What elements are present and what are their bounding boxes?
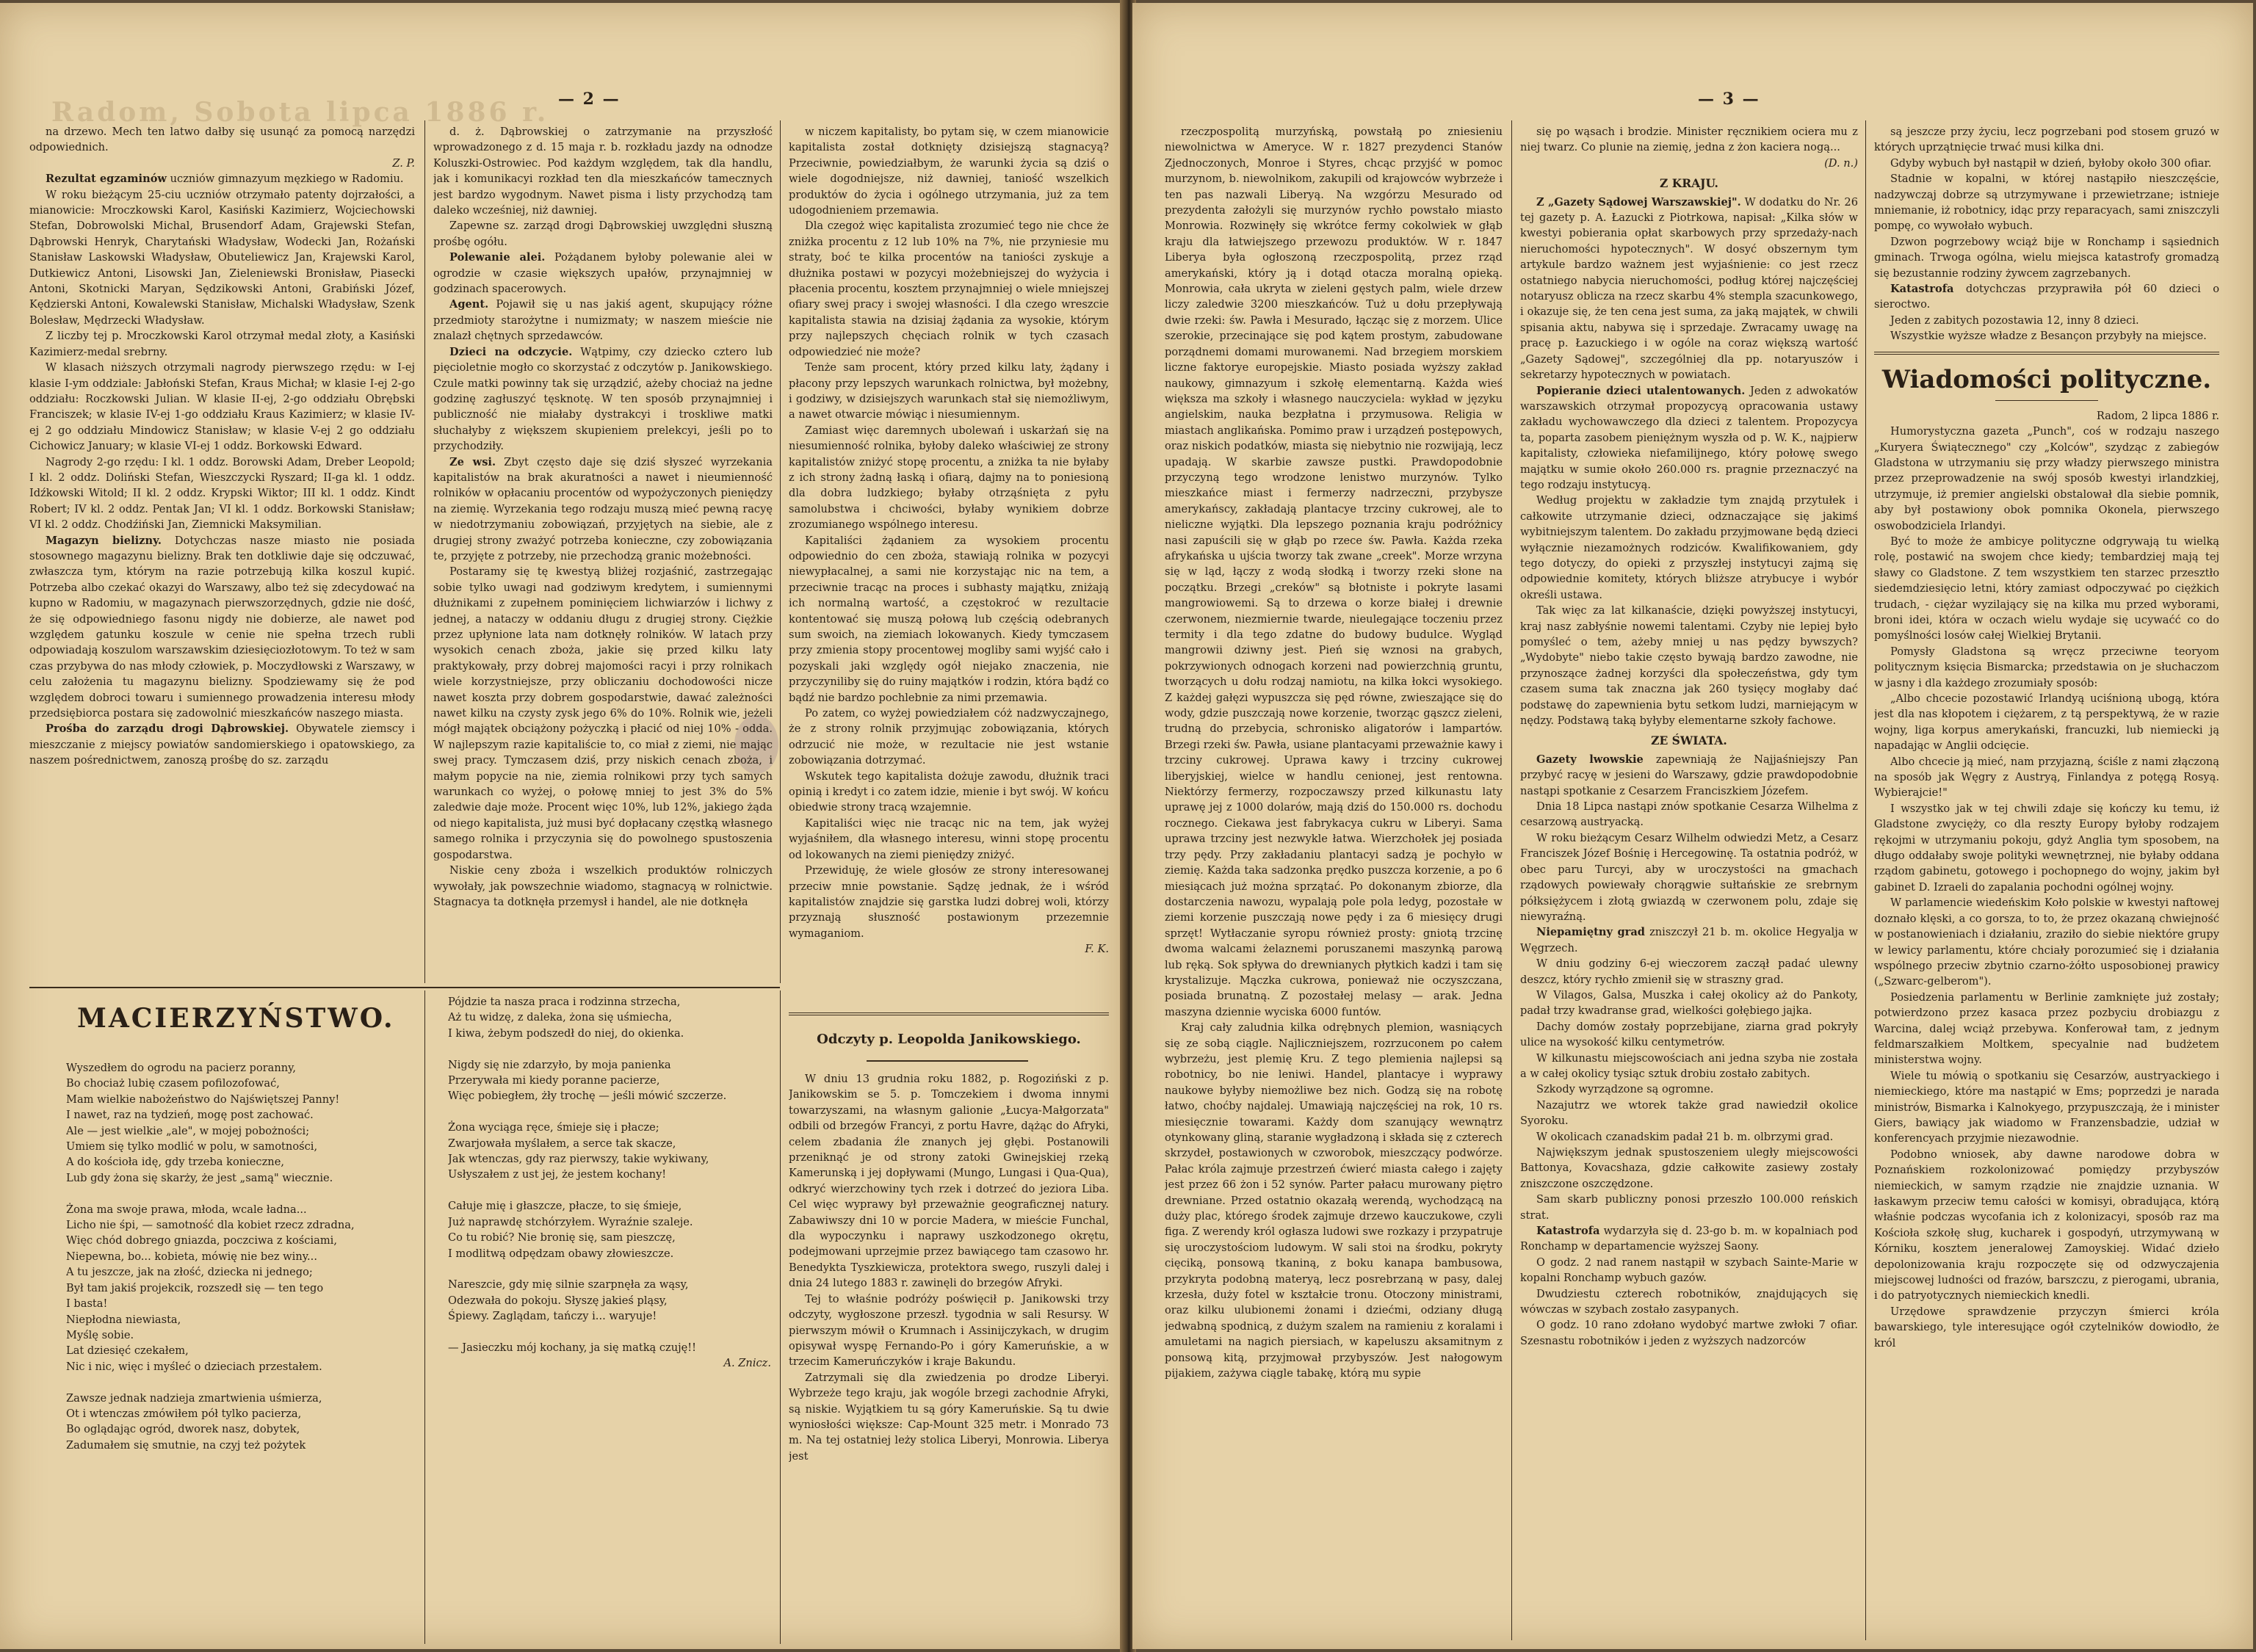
paragraph: Dzwon pogrzebowy wciąż bije w Ronchamp i sąsiednich gminach. Trwoga ogólna, wielu miejsca katastrofy gromadzą się bezustannie rodziny żywcem zagrzebanych.: [1874, 235, 2219, 280]
poem-line: I basta!: [66, 1297, 108, 1311]
poem-line: Pójdzie ta nasza praca i rodzinna strzecha,: [448, 996, 681, 1008]
poem-line: [448, 1261, 771, 1277]
column-divider: [424, 120, 425, 983]
paragraph: (D. n.): [1824, 156, 1858, 170]
page-number: — 2 —: [558, 90, 621, 109]
paragraph: Gazety lwowskie zapewniają że Najjaśniejszy Pan przybyć racyę w jesieni do Warszawy, gdzie prawdopodobnie nastąpi spotkanie z Cesarzem Franciszkiem Józefem.: [1520, 753, 1858, 797]
paragraph: Pomysły Gladstona są wręcz przeciwne teoryom politycznym księcia Bismarcka; przedstawia on je słuchaczom w jasny i dla każdego zrozumiały sposób:: [1874, 645, 2219, 689]
paragraph: W roku bieżącym 25-ciu uczniów otrzymało patenty dojrzałości, a mianowicie: Mroczkowski Karol, Kasiński Kazimierz, Wojciechowski Stefan, Dobrowolski Michal, Brusendorf Adam, Grajewski Stefan, Dąbrowski Henryk, Charytański Władysław, Wodecki Jan, Rożański Stanisław Laskowski Władysław, Obuteliewicz Jan, Krajewski Karol, Dutkiewicz Antoni, Lisowski Jan, Zieleniewski Bronisław, Piasecki Antoni, Skotnicki Maryan, Sędzikowski Antoni, Grabiński Józef, Kędzierski Antoni, Kowalewski Stanisław, Michalski Władysław, Szenk Bolesław, Mędrzecki Władysław.: [29, 188, 415, 327]
poem-line: Żona ma swoje prawa, młoda, wcale ładna...: [66, 1203, 307, 1216]
poem-line: Już naprawdę stchórzyłem. Wyraźnie szaleje.: [448, 1215, 693, 1228]
poem-line: Usłyszałem z ust jej, że jestem kochany!: [448, 1168, 667, 1181]
poem-line: Lat dziesięć czekałem,: [66, 1344, 189, 1358]
poem-line: Nigdy się nie zdarzyło, by moja panienka: [448, 1058, 671, 1071]
poem-line: Więc chód dobrego gniazda, poczciwa z kościami,: [66, 1234, 337, 1247]
poem-line: Więc pobiegłem, żły trochę — jeśli mówić szczerze.: [448, 1090, 727, 1103]
poem-title: MACIERZYŃSTWO.: [77, 1003, 395, 1034]
poem-line: Niepłodna niewiasta,: [66, 1313, 181, 1326]
paragraph: Sam skarb publiczny ponosi przeszło 100.000 reńskich strat.: [1520, 1193, 1858, 1222]
paragraph: Katastrofa wydarzyła się d. 23-go b. m. w kopalniach pod Ronchamp w departamencie wyższej Saony.: [1520, 1225, 1858, 1253]
paragraph: Według projektu w zakładzie tym znajdą przytułek i całkowite utrzymanie dzieci, odznaczające się jakimś wybitniejszym talentem. Do zakładu przyjmowane będą dzieci wyłącznie niezamożnych rodziców. Kwalifikowaniem, gdy tego dotyczy, do opieki z przyszłej instytucyi zajmą się odpowiednie komitety, których bliższe atrybucye i wybór określi ustawa.: [1520, 494, 1858, 601]
column-divider: [780, 990, 781, 1644]
poem-line: Przerywała mi kiedy poranne pacierze,: [448, 1074, 660, 1087]
paragraph: Prośba do zarządu drogi Dąbrowskiej. Obywatele ziemscy i mieszczanie z miejscy powiatów sandomierskiego i opatowskiego, za naszem pośrednictwem, zanoszą prośbę do sz. zarządu: [29, 722, 415, 767]
article-column: [1874, 124, 2219, 1637]
paragraph: Urzędowe sprawdzenie przyczyn śmierci króla bawarskiego, tyle interesujące ogół czytelników dowiodło, że król: [1874, 1305, 2219, 1350]
paragraph: Z KRAJU.: [1660, 176, 1718, 191]
paragraph: Niepamiętny grad zniszczył 21 b. m. okolice Hegyalja w Węgrzech.: [1520, 926, 1858, 954]
poem-line: I kiwa, żebym podszedł do niej, do okienka.: [448, 1026, 684, 1040]
poem-line: Umiem się tylko modlić w polu, w samotności,: [66, 1140, 318, 1153]
poem-line: Mam wielkie nabożeństwo do Najświętszej Panny!: [66, 1093, 340, 1106]
paragraph: są jeszcze przy życiu, lecz pogrzebani pod stosem gruzó w których uprzątnięcie trwać musi kilka dni.: [1874, 126, 2219, 154]
paragraph: W okolicach czanadskim padał 21 b. m. olbrzymi grad.: [1536, 1130, 1834, 1143]
article-column: [789, 124, 1109, 1005]
article-column: [29, 124, 415, 983]
poem-line: Co tu robić? Nie bronię się, sam pieszczę,: [448, 1231, 676, 1245]
section-rule: [1874, 352, 2219, 355]
poem-line: Bo chociaż lubię czasem pofilozofować,: [66, 1077, 280, 1090]
poem-line: Był tam jakiś projekcik, rozszedł się — ten tego: [66, 1281, 324, 1294]
paragraph: Przewiduję, że wiele głosów ze strony interesowanej przeciw mnie powstanie. Sądzę jednak, że i wśród kapitalistów znajdzie się garstka ludzi dobrej woli, którzy przyznają słuszność postawionym przezemnie wymaganiom.: [789, 864, 1109, 940]
paragraph: Tenże sam procent, który przed kilku laty, żądany i płacony przy lepszych warunkach rolnictwa, był możebny, i godziwy, w dzisiejszych warunkach stał się niemożliwym, a nawet otwarcie mówiąc i niesumiennym.: [789, 361, 1109, 421]
paragraph: rzeczpospolitą murzyńską, powstałą po zniesieniu niewolnictwa w Ameryce. W r. 1827 prezydenci Stanów Zjednoczonych, Monroe i Styres, chcąc przyjść w pomoc murzynom, b. niewolnikom, zakupili od krajowców wybrzeże i ten pas nazwali Liberyą. Na wzgórzu Mesurado od prezydenta założyli się murzynów rychło powstało miasto Monrowia. Rozwinęły się wkrótce fermy cokolwiek w głąb kraju dla łatwiejszego przewozu produktów. W r. 1847 Liberya była ogłoszoną rzeczpospolitą, przez rząd amerykański, który ją i dotąd otacza moralną opieką. Monrowia, cała ukryta w zieleni gęstych palm, wiele drzew liczy zaledwie 3200 mieszkańców. Tuż u dołu przepływają dwie rzeki: św. Pawła i Mesurado, łącząc się z morzem. Ulice szerokie, przecinające się pod kątem prostym, zabudowane porządnemi domami murowanemi. Nad brzegiem morskiem liczne faktorye europejskie. Miasto posiada wyższy zakład naukowy, gimnazyum i szkołę elementarną. Każda wieś większa ma szkoły i własnego nauczyciela: wykład w języku angielskim, nauka bezpłatna i przymusowa. Religia w miastach anglikańska. Pomimo praw i urządzeń postępowych, oraz niskich podatków, miasta się niebytnio nie rozwijają, lecz upadają. W skarbie zawsze pustki. Prawdopodobnie przyczyną tego wrodzone lenistwo murzynów. Tylko mieszkańce miast i fermerzy nadrzeczni, przybysze amerykańscy, zakładają plantacye trzciny cukrowej, ale to nieliczne wyjątki. Dla lepszego poznania kraju podróżnicy nasi zapuścili się w głąb po rzece św. Pawła. Każda rzeka afrykańska u ujścia tworzy tak zwane „creek". Morze wrzyna się w ląd, łączy z wodą słodką i tworzy rzeki słone na początku. Brzegi „creków" są błotniste i pokryte lasami mangrowiowemi. Są to drzewa o korze białej i drewnie czerwonem, niezmiernie twarde, nieulegające toczeniu przez termity i dla tego zdatne do budowy budulce. Wygląd mangrowii dziwny jest. Pień się wznosi na grabych, pokrzywionych odnogach korzeni nad powierzchnią gruntu, tworzących u dołu rodzaj namiotu, na kilka łokci wysokiego. Z każdej gałęzi wypuszcza się pęd równe, zwieszające się do wody, gdzie puszczają nowe korzenie, tworząc gąszcz zieleni, trudną do przebycia, schronisko aligatorów i lampartów. Brzegi rzeki św. Pawła, usiane plantacyami przeważnie kawy i trzciny cukrowej. Uprawa kawy i trzciny cukrowej liberyjskiej, wielce w handlu cenionej, jest rentowna. Niektórzy fermerzy, rozpoczawszy przed kilkunastu laty uprawę jej z 1000 dolarów, mają dziś do 150.000 rs. dochodu rocznego. Ciekawa jest fabrykacya cukru w Liberyi. Sama uprawa trzciny jest nezwykle łatwa. Wierzchołek jej posiada trzy pędy. Przy zakładaniu plantacyi sadzą je pochyło w ziemię. Każda taka sadzonka prędko puszcza korzenie, a po 6 miesiącach już można sprzątać. Po dokonanym zbiorze, dla dostarczenia nawozu, wypalają pole pola ledyg, pozostałe w ziemi korzenie puszczają nowe pędy i za 6 miesięcy drugi sprzęt! Wytłaczanie syropu również prosty: gniotą trzcinę dwoma walcami żelaznemi poruszanemi maszynką parową lub ręką. Sok spływa do drewnianych płytkich kadzi i tam się krystalizuje. Mączka cukrowa, ponieważ nie oczyszczana, posiada brunatną. Z pozostałej melasy — arak. Jedna maszyna dziennie wyciska 6000 funtów.: [1165, 126, 1503, 1018]
paragraph: ZE ŚWIATA.: [1651, 733, 1727, 748]
right-page: [1132, 3, 2253, 1649]
paragraph: Tak więc za lat kilkanaście, dzięki powyższej instytucyi, kraj nasz zabłyśnie nowemi talentami. Czyby nie lepiej było pomyśleć o tem, ażeby mniej u nas pędzy bywszych? „Wydobyte" niebo takie często bywają bardzo zawodne, nie przynoszące żadnej korzyści dla społeczeństwa, gdy tym czasem suma tak znaczna jak 260 tysięcy mogłaby dać podstawę do zapewnienia bytu setkom ludzi, marniejącym w nędzy. Podstawą taką byłyby elementarne szkoły fachowe.: [1520, 604, 1858, 728]
section-rule: [789, 1012, 1109, 1015]
paragraph: Kapitaliści więc nie tracąc nic na tem, jak wyżej wyjaśniłem, dla własnego interesu, winni stopę procentu od lokowanych na ziemi pieniędzy zniżyć.: [789, 816, 1109, 861]
column-divider: [1511, 120, 1512, 1640]
bleed-through-text: Radom, Sobota lipca 1886 r.: [51, 97, 549, 128]
article-column: [433, 124, 773, 983]
paragraph: Jeden z zabitych pozostawia 12, inny 8 dzieci.: [1890, 314, 2139, 327]
paragraph: Dla czegoż więc kapitalista zrozumieć tego nie chce że zniżka procentu z 12 lub 10% na 7%, nie przyniesie mu straty, boć te kilka procentów na taniości zyskuje a dłużnika postawi w pozycyi możebniejszej do wyżycia i płacenia procentu, kosztem przynajmniej o wiele mniejszej ofiary swej pracy i swojej własności. I dla czego wreszcie kapitalista stawia na dzisiaj żądania za wysokie, którym przy najlepszych chęciach rolnik w tych czasach odpowiedzieć nie może?: [789, 220, 1109, 358]
poem-column: [66, 1060, 411, 1640]
poem-line: [448, 1183, 771, 1198]
poem-line: Ale — jest wielkie „ale", w mojej pobożności;: [66, 1124, 310, 1137]
paragraph: W klasach niższych otrzymali nagrody pierwszego rzędu: w I-ej klasie I-ym oddziale: Jabłoński Stefan, Kraus Michał; w klasie I-ej 2-go oddziału: Roczkowski Julian. W klasie II-ej, 2-go oddziału Obrębski Franciszek; w klasie IV-ej 1-go oddziału Kraus Kazimierz; w klasie IV-ej 2 go oddziału Mindowicz Stanisław; w klasie V-ej 2 go oddziału Cichowicz January; w klasie VI-ej 1 oddz. Borkowski Edward.: [29, 361, 415, 453]
paragraph: Wszystkie wyższe władze z Besançon przybyły na miejsce.: [1890, 330, 2207, 343]
paragraph: W parlamencie wiedeńskim Koło polskie w kwestyi naftowej doznało klęski, a co gorsza, to to, że przez okazaną chwiejność w postanowieniach i działaniu, zraziło do siebie niektóre grupy w lewicy parlamentu, które chciały porozumieć się i działania wspólnego przeciw zbytnio czarno-żółto usposobionej prawicy („Szwarc-gelberom").: [1874, 896, 2219, 988]
paragraph: Niskie ceny zboża i wszelkich produktów rolniczych wywołały, jak powszechnie wiadomo, stagnacyą w rolnictwie. Stagnacya ta dotknęła przemysł i handel, ale nie dotknęła: [433, 864, 773, 908]
poem-line: I nawet, raz na tydzień, mogę post zachować.: [66, 1109, 314, 1122]
paragraph: Stadnie w kopalni, w której nastąpiło nieszczęście, nadzywczaj dobrze są utrzymywane i przewietrzane; istnieje mniemanie, iż robotnicy, idąc przy reparacyach, sami zniszczyli pompę, co wywołało wybuch.: [1874, 173, 2219, 233]
poem-line: [66, 1374, 411, 1390]
paragraph: d. ż. Dąbrowskiej o zatrzymanie na przyszłość wprowadzonego z d. 15 maja r. b. rozkładu jazdy na odnodze Koluszki-Ostrowiec. Pod każdym względem, tak dla handlu, jak i komunikacyi rozkład ten dla mieszkańców tamecznych jest bardzo wygodnym. Nawet pisma i listy przychodzą tam daleko wcześniej, niż dawniej.: [433, 126, 773, 217]
paragraph: W dniu godziny 6-ej wieczorem zaczął padać ulewny deszcz, który rychło zmienił się w straszny grad.: [1520, 957, 1858, 986]
paragraph: na drzewo. Mech ten latwo dałby się usunąć za pomocą narzędzi odpowiednich.: [29, 126, 415, 154]
left-page: [0, 3, 1124, 1649]
paragraph: Agent. Pojawił się u nas jakiś agent, skupujący różne przedmioty starożytne i numizmaty; w naszem mieście nie znalazł chętnych sprzedawców.: [433, 298, 773, 343]
poem-line: Zawsze jednak nadzieja zmartwienia uśmierza,: [66, 1391, 322, 1405]
paragraph: W kilkunastu miejscowościach ani jedna szyba nie została a w całej okolicy tysiąc sztuk drobiu zostało zabitych.: [1520, 1051, 1858, 1080]
paragraph: Zatrzymali się dla zwiedzenia po drodze Liberyi. Wybrzeże tego kraju, jak wogóle brzegi zachodnie Afryki, są niskie. Wyjątkiem tu są góry Kameruńskie. Są tu dwie wyniosłości większe: Cap-Mount 325 metr. i Monrado 73 m. Na tej ostatniej leży stolica Liberyi, Monrowia. Liberya jest: [789, 1371, 1109, 1463]
paragraph: w niczem kapitalisty, bo pytam się, w czem mianowicie kapitalista został dotknięty dzisiejszą stagnacyą? Przeciwnie, powiedziałbym, że warunki życia są dziś o wiele dogodniejsze, niż dawniej, taniość wszelkich produktów do życia i ogólnego utrzymania, już za tem udogodnieniem przemawia.: [789, 126, 1109, 217]
paragraph: Wiele tu mówią o spotkaniu się Cesarzów, austryackiego i niemieckiego, które ma nastąpić w Ems; poprzedzi je narada ministrów, Bismarka i Kalnokyego, przypuszczają, że i minister Giers, bawiący jak wiadomo w Franzensbadzie, udział w konferencyach przyjmie niezawodnie.: [1874, 1069, 2219, 1145]
poem-line: Nic i nic, więc i myśleć o dzieciach przestałem.: [66, 1360, 322, 1373]
paragraph: Nagrody 2-go rzędu: I kl. 1 oddz. Borowski Adam, Dreber Leopold; I kl. 2 oddz. Doliński Stefan, Wieszczycki Ryszard; II-ga kl. 1 oddz. Idźkowski Witold; II kl. 2 oddz. Krypski Wiktor; III kl. 1 oddz. Kindt Robert; IV kl. 2 oddz. Pentak Jan; VI kl. 1 oddz. Borkowski Stanisław; VI kl. 2 oddz. Chodźiński Jan, Ziemnicki Maksymilian.: [29, 455, 415, 532]
paragraph: Być to może że ambicye polityczne odgrywają tu wielką rolę, postawić na swojem chce kiedy; tembardziej mają tej sławy co Gladstone. Z tem wszystkiem ten starzec przesztło siedemdziesięcio letni, który zamiast odpoczywać po ciężkich trudach, - ciężar wyzilający się na kilka mu przed wyborami, broni idei, która w oczach wielu wydaje się ucywaćć co do pomyślności losów całej Wielkiej Brytanii.: [1874, 535, 2219, 642]
paragraph: Z „Gazety Sądowej Warszawskiej". W dodatku do Nr. 26 tej gazety p. A. Łazucki z Piotrkowa, napisał: „Kilka słów w kwestyi pobierania opłat skarbowych przy sprzedaży-nach nieruchomości hypotecznych". W dosyć obszernym tym artykule bardzo ważnem jest wyjaśnienie: co jest rzecz ostatniego nabycia nieruchomości, podług której najczęściej notaryusz oblicza na rzecz skarbu 4% stempla szacunkowego, i okazuje się, że ten cena jest suma, za jaką majątek, w chwili spisania aktu, nabywa się i sprzedaje. Zwracamy uwagę na pracę p. Łazuckiego i w ogóle na coraz większą wartość „Gazety Sądowej", szczególniej dla pp. notaryuszów i sekretarzy hypotecznych w powiatach.: [1520, 195, 1858, 382]
column-divider: [424, 990, 425, 1644]
poem-line: Wyszedłem do ogrodu na pacierz poranny,: [66, 1062, 297, 1074]
paragraph: Wskutek tego kapitalista dożuje zawodu, dłużnik traci opinią i kredyt i co zatem idzie, mienie i byt swój. W końcu obiedwie strony tracą wzajemnie.: [789, 769, 1109, 814]
paragraph: I wszystko jak w tej chwili zdaje się kończy ku temu, iż Gladstone zwycięży, co dla reszty Europy byłoby rodzajem rękojmi w utrzymaniu pokoju, gdyż Anglia tym sposobem, na długo oddałaby swoje polityki wewnętrznej, nie byłaby oddana rządom gabinetu, gotowego i pochopnego do wojny, jakim był gabinet D. Izraeli do zapalania pochodni ogólnej wojny.: [1874, 802, 2219, 894]
poem-line: Zwarjowała myślałem, a serce tak skacze,: [448, 1137, 676, 1150]
poem-line: Jak wtenczas, gdy raz pierwszy, takie wykiwany,: [448, 1153, 709, 1166]
article-column: [1165, 124, 1503, 1637]
paragraph: Dwudziestu czterech robotników, znajdujących się wówczas w szybach zostało zasypanych.: [1520, 1287, 1858, 1316]
paragraph: Posiedzenia parlamentu w Berlinie zamknięte już zostały; potwierdzono przez kasaca przez pozbyciu drobiazgu z Warcina, dalej wciąż przebywa. Konferował tam, z jednym feldmarszałkiem Moltkem, specyalnie nad budżetem ministerstwa wojny.: [1874, 990, 2219, 1067]
poem-line: [66, 1186, 411, 1201]
paragraph: Gdyby wybuch był nastąpił w dzień, byłoby około 300 ofiar.: [1890, 156, 2212, 170]
title-underline: [1995, 400, 2098, 401]
paragraph: Z liczby tej p. Mroczkowski Karol otrzymał medal złoty, a Kasiński Kazimierz-medal srebrny.: [29, 330, 415, 358]
paragraph: Podobno wniosek, aby dawne narodowe dobra w Poznańskiem rozkolonizować pomiędzy przybyszów niemieckich, w samym rządzie nie znajdzie uznania. W łaskawym przeciw temu całości w komisyi, obradująca, którą właśnie podczas wycofania ich z kolonizacyi, sposób raz ma Kościoła szkołę sług, kucharek i gospodyń, utrzymywaną w Kórniku, kosztem jeneralowej Zamoyskiej. Widać dzieło depolonizowania kraju rozpoczęte się od odzwyczajenia miejscowej ludności od frazów, barszczu, z pierogami, ubrania, i do patryotycznych niemieckich knedli.: [1874, 1148, 2219, 1303]
paragraph: Dnia 18 Lipca nastąpi znów spotkanie Cesarza Wilhelma z cesarzową austryacką.: [1520, 800, 1858, 829]
poem-line: [448, 1325, 771, 1340]
paragraph: Zapewne sz. zarząd drogi Dąbrowskiej uwzględni słuszną prośbę ogółu.: [433, 220, 773, 248]
paragraph: Rezultat egzaminów uczniów gimnazyum męzkiego w Radomiu.: [46, 173, 404, 186]
paragraph: Tej to właśnie podróży poświęcił p. Janikowski trzy odczyty, wygłoszone przeszł. tygodnia w sali Resursy. W pierwszym mówił o Krumnach i Assinijczykach, w drugim opisywał wyspę Fernando-Po i góry Kameruńskie, a w trzecim Kameruńczyków i kraje Bakundu.: [789, 1292, 1109, 1369]
paragraph: Dzieci na odczycie. Wątpimy, czy dziecko cztero lub pięcioletnie mogło co skorzystać z odczytów p. Janikowskiego. Czule matki powinny tak się urządzić, ażeby chociaż na jedne godzinę zagłuszyć tęsknotę. W ten sposób przynajmniej i publiczność nie miałaby dystrakcyi i troskliwe matki słuchałyby z większem skupieniem prelekcyi, jeśli po to przychodziły.: [433, 345, 773, 453]
poem-line: Niepewna, bo... kobieta, mówię nie bez winy...: [66, 1250, 317, 1263]
paragraph: F. K.: [1085, 943, 1109, 956]
paragraph: O godz. 10 rano zdołano wydobyć martwe zwłoki 7 ofiar. Szesnastu robotników i jeden z wyższych nadzorców: [1520, 1319, 1858, 1347]
paragraph: Zamiast więc daremnych ubolewań i uskarżań się na niesumienność rolnika, byłoby daleko właściwiej ze strony kapitalistów zniżyć stopę procentu, a zniżka ta nie byłaby z ich strony żadną łaską i ofiarą, dajmy na to poniesioną dla dobra ludzkiego; byłaby otrząśnięta z pyłu samolubstwa i chciwości, byłaby wynikiem dobrze zrozumianego wspólnego interesu.: [789, 424, 1109, 532]
paragraph: Największym jednak spustoszeniem uległy miejscowości Battonya, Kovacshaza, gdzie całkowite zasiewy zostały zniszczone oszczędzone.: [1520, 1146, 1858, 1190]
paragraph: Katastrofa dotychczas przyprawiła pół 60 dzieci o sieroctwo.: [1874, 283, 2219, 311]
page-number: — 3 —: [1698, 90, 1760, 109]
paragraph: Z. P.: [392, 156, 415, 170]
column-divider: [780, 120, 781, 983]
poem-line: Lub gdy żona się skarży, że jest „samą" wiecznie.: [66, 1171, 333, 1184]
paragraph: „Albo chcecie pozostawić Irlandyą uciśnioną ubogą, która jest dla nas kłopotem i ciężarem, z tą perspektywą, że w razie wojny, liga korpus amerykański, francuzki, lub niemiecki ją napadając w Anglii odcięcie.: [1874, 692, 2219, 753]
poem-line: Nareszcie, gdy mię silnie szarpnęła za wąsy,: [448, 1278, 689, 1291]
lecture-column: [789, 1071, 1109, 1644]
poem-line: Całuje mię i głaszcze, płacze, to się śmieje,: [448, 1200, 682, 1213]
section-rule: [29, 987, 780, 988]
poem-line: — Jasieczku mój kochany, ja się matką czuję!!: [448, 1341, 697, 1354]
paragraph: Popieranie dzieci utalentowanych. Jeden z adwokatów warszawskich otrzymał propozycyą opracowania ustawy zakładu wychowawczego dla dzieci z talentem. Propozycya ta, poparta zasobem pieniężnym wyszła od p. W. K., najpierw kapitalisty, człowieka niefamilijnego, który połowę swego majątku w sumie około 260.000 rs. pragnie przeznaczyć na tego rodzaju instytucyą.: [1520, 384, 1858, 491]
section-title-political-news: Wiadomości polityczne.: [1881, 364, 2212, 394]
poem-line: Aż tu widzę, z daleka, żona się uśmiecha,: [448, 1011, 672, 1024]
poem-line: A do kościoła idę, gdy trzeba konieczne,: [66, 1156, 284, 1169]
paragraph: Postaramy się tę kwestyą bliżej rozjaśnić, zastrzegając sobie tylko uwagi nad godziwym kredytem, i sumiennymi dłużnikami z zupełnem pominięciem lichwiarzów i lichwy z jednej, a nataczy w oddaniu długu z drugiej strony. Ciężkie przez upłynione lata nam dotknęły rolników. W latach przy wysokich cenach zboża, jakie się przed kilku laty praktykowały, przy dobrej majomości racyi i przy rolnikach wiele korzystniejsze, przy obliczaniu dochodowości nicze nawet koszta przy dobrem gospodarstwie, dawać zależności nawet kilku na czysty zysk jego 6% do 10%. Rolnik wie, jeżeli mógł majątek obciążony pożyczką i płacić od niej 10% - odda. W najlepszym razie kapitaliście to, co miał z ziemi, nie mając swej pracy. Tymczasem dziś, przy niskich cenach zboża, i małym popycie na nie, ziemia rolnikowi przy tych samych warunkach co wyżej, o połowę mniej to jest 3% do 5% zaledwie daje może. Procent więc 10%, lub 12%, jakiego żąda od niego kapitalista, już musi być dopłacany częstką własnego samego rolnika i przyczynia się do powolnego spustoszenia gospodarstwa.: [433, 565, 773, 861]
poem-line: Bo oglądając ogród, dworek nasz, dobytek,: [66, 1423, 300, 1436]
paragraph: Polewanie alei. Pożądanem byłoby polewanie alei w ogrodzie w czasie większych upałów, przynajmniej w godzinach spacerowych.: [433, 251, 773, 296]
title-underline: [867, 1060, 1028, 1062]
paragraph: Dachy domów zostały poprzebijane, ziarna grad pokryły ulice na wysokość kilku centymetrów.: [1520, 1020, 1858, 1049]
poem-column: [448, 994, 771, 1611]
poem-line: Żona wyciąga ręce, śmieje się i płacze;: [448, 1121, 659, 1134]
paragraph: Albo chcecie ją mieć, nam przyjazną, ściśle z nami złączoną na sposób jak Węgry z Austryą, Finlandya z potęgą Rosyą. Wybierajcie!": [1874, 755, 2219, 800]
paragraph: Humorystyczna gazeta „Punch", coś w rodzaju naszego „Kuryera Świątecznego" czy „Kolców", szydząc z zabiegów Gladstona w utrzymaniu się przy władzy pierwszego ministra przez przeprowadzenie na swój sposób kwestyi irlandzkiej, utrzymuje, iż premier angielski obstalował dla siebie pomnik, aby był postawiony obok pomnika Okonela, pierwszego oswobodziciela Irlandyi.: [1874, 425, 2219, 532]
paragraph: W Vilagos, Galsa, Muszka i całej okolicy aż do Pankoty, padał trzy kwadranse grad, wielkości gołębiego jajka.: [1520, 988, 1858, 1018]
poem-line: Zadumałem się smutnie, na czyj też pożytek: [66, 1438, 306, 1452]
poem-line: Ot i wtenczas zmówiłem pół tylko pacierza,: [66, 1407, 302, 1420]
poem-line: A tu jeszcze, jak na złość, dziecka ni jednego;: [66, 1266, 313, 1279]
paragraph: się po wąsach i brodzie. Minister ręcznikiem ociera mu z niej twarz. Co plunie na ziemię, jedna z żon kaciera nogą...: [1520, 126, 1858, 154]
lecture-title: Odczyty p. Leopolda Janikowskiego.: [817, 1032, 1081, 1047]
poem-line: Licho nie śpi, — samotność dla kobiet rzecz zdradna,: [66, 1219, 355, 1232]
poem-line: Śpiewy. Zaglądam, tańczy i... waryuje!: [448, 1310, 657, 1323]
poem-line: I modlitwą odpędzam obawy złowieszcze.: [448, 1247, 674, 1260]
paragraph: Kapitaliści żądaniem za wysokiem procentu odpowiednio do cen zboża, stawiają rolnika w pozycyi niewypłacalnej, a sami nie korzystając nic na tem, a przeciwnie tracąc na proces i subhasty majątku, zniżają ich normalną wartość, a częstokroć w rezultacie kontentować się muszą połową lub częścią odebranych sum swoich, na ziemiach lokowanych. Kiedy tymczasem przy zmienia stopy procentowej mogliby sami wyjść cało i pozyskali jaki względy ogół niejako znaczenia, nie przyczyniliby się do ruiny majątków i rodzin, która bądź co bądź nie bardzo pochlebnie za nimi przemawia.: [789, 534, 1109, 704]
paragraph: Po zatem, co wyżej powiedziałem cóż nadzwyczajnego, że z strony rolnik przyjmując zobowiązania, których odrzucić nie może, w rezultacie nie jest wstanie zobowiązania dotrzymać.: [789, 707, 1109, 767]
paragraph: Magazyn bielizny. Dotychczas nasze miasto nie posiada stosownego magazynu bielizny. Brak ten dotkliwie daje się odczuwać, zwłaszcza tym, którym na razie potrzebują kilka koszul kupić. Potrzeba albo czekać okazyi do Warszawy, albo też się zdecydować na kupno w Radomiu, w magazynach pierwszorzędnych, gdzie nie dość, że się odpowiedniego fasonu nigdy nie dobierze, ale nawet pod względem gatunku koszule w cenie nie spełna trzech rubli odpowiadają koszulom warszawskim dziesięciozłotowym. To też w sam czas przybywa do nas młody człowiek, p. Moczydłowski z Warszawy, w celu założenia tu magazynu bielizny. Spodziewamy się że pod względem dobroci towaru i sumiennego prowadzenia interesu młody przedsiębiorca postara się zadowolnić mieszkańców naszego miasta.: [29, 534, 415, 720]
paragraph: W roku bieżącym Cesarz Wilhelm odwiedzi Metz, a Cesarz Franciszek Józef Bośnię i Hercegowinę. Ta ostatnia podróż, w obec paru Turcyi, aby w uroczystości na gmachach rządowych powiewały chorągwie sułtańskie ze srebrnym półksiężycem i złotą gwiazdą w czerwonem polu, zdaje się niewyraźną.: [1520, 831, 1858, 923]
paragraph: Ze wsi. Zbyt często daje się dziś słyszeć wyrzekania kapitalistów na brak akuratności a nawet i nieumienność rolników w opłacaniu procentów od wypożyczonych pieniędzy na ziemię. Wyrzekania tego rodzaju muszą mieć pewną racyę w niedotrzymaniu zobowiązań, przyjętych na siebie, ale z drugiej strony zważyć potrzeba konieczne, czy zobowiązania te, przyjęte z potrzeby, nie przechodzą granic możebności.: [433, 455, 773, 562]
column-divider: [1865, 120, 1866, 1640]
article-column: [1520, 124, 1858, 1637]
paragraph: Radom, 2 lipca 1886 r.: [2096, 409, 2219, 422]
paragraph: O godz. 2 nad ranem nastąpił w szybach Sainte-Marie w kopalni Ronchamp wybuch gazów.: [1520, 1256, 1858, 1285]
paragraph: W dniu 13 grudnia roku 1882, p. Rogoziński z p. Janikowskim se 5. p. Tomczekiem i dwoma innymi towarzyszami, na własnym galionie „Łucya-Małgorzata" odbili od brzegów Francyi, z portu Havre, dążąc do Afryki, celem zbadania źle znanych jej głębi. Postanowili przeniknąć je od strony zatoki Gwinejskiej rzeką Kamerunską i jej dopływami (Mungo, Lungasi i Qua-Qua), odkryć wierzchowiny tych rzek i dotrzeć do jeziora Liba. Cel więc wyprawy był przeważnie geograficznej natury. Zabawiwszy dni 10 w porcie Madera, w mieście Funchal, dla wypoczynku i naprawy uszkodzonego okrętu, podejmowani uprzejmie przez bawiącego tam czasowo hr. Benedykta Tyszkiewicza, protektora swego, ruszyli dalej i dnia 24 lutego 1883 r. zawinęli do brzegów Afryki.: [789, 1073, 1109, 1290]
paragraph: Szkody wyrządzone są ogromne.: [1536, 1083, 1714, 1096]
poem-line: A. Znicz.: [723, 1357, 771, 1370]
paragraph: Kraj cały zaludnia kilka odrębnych plemion, wasniących się ze sobą ciągle. Najliczniejszem, rozrzuconem po całem wybrzeżu, jest plemię Kru. Z tego plemienia najlepsi są robotnicy, bo nie leniwi. Handel, plantacye i wyprawy naukowe byłyby niemożliwe bez nich. Godzą się na robotę łatwo, choćby najdalej. Umawiają najczęściej na rok, 10 rs. miesięcznie towarami. Każdy dom szanujący wewnątrz otynkowany gliną, staranie wygładzoną i składa się z czterech skrzydeł, postawionych w czworobok, mieszczący podwórze. Pałac króla zajmuje przestrzeń ćwierć miasta całego i zajęty jest przez 66 żon i 52 synów. Parter pałacu murowany piętro drewniane. Przed ostatnio okazałą werendą, wychodzącą na duży plac, którego środek zajmuje drzewo kauczukowe, czyli figa. Z werendy król ogłasza ludowi swe rozkazy i przypatruje się uroczystościom ludowym. W sali stoi na środku, pokryty cięciką, ponsową tkaniną, z boku kanapa bambusowa, przykryta podobną materyą, lecz posrebrzaną w pasy, dalej krzesła, duży fotel w kształcie tronu. Otoczony ministrami, oraz kilku ulubionemi żonami i dziećmi, odziany długą jedwabną spodnicą, z dużym szalem na ramieniu z koralami i amuletami na nagich piersiach, w kapeluszu aksamitnym z ponsową kitą, przyjmował przybyszów. Jest nałogowym pijakiem, zażywa ciągle tabakę, którą mu sypie: [1165, 1021, 1503, 1380]
poem-line: Odezwała do pokoju. Słyszę jakieś pląsy,: [448, 1294, 668, 1307]
poem-line: Myślę sobie.: [66, 1328, 134, 1341]
poem-line: [448, 1104, 771, 1120]
paragraph: Nazajutrz we wtorek także grad nawiedził okolice Syoroku.: [1520, 1098, 1858, 1128]
poem-line: [448, 1041, 771, 1057]
